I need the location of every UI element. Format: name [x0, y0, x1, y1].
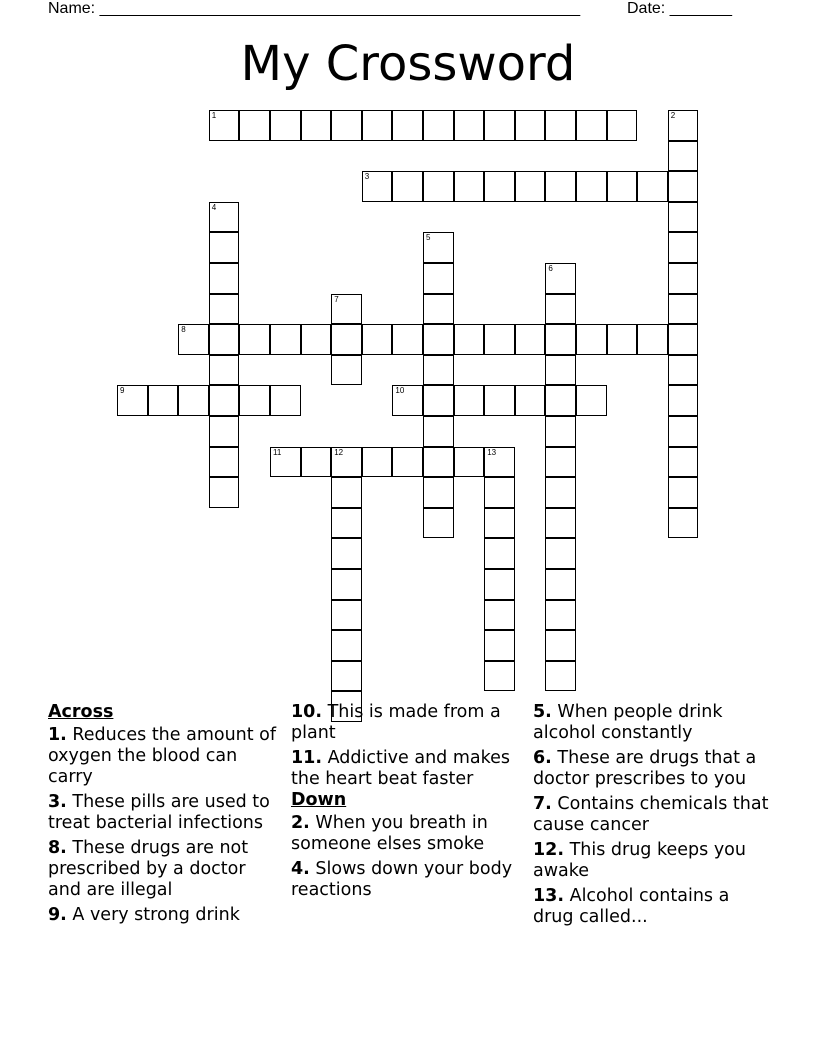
crossword-cell[interactable] [668, 171, 699, 202]
clue-number-label: 7 [334, 294, 339, 304]
clue-number-label: 3 [364, 172, 370, 182]
crossword-cell[interactable] [576, 171, 607, 202]
clue-number-label: 10 [395, 386, 405, 396]
crossword-cell[interactable] [423, 477, 454, 508]
clue-down-4 [291, 859, 531, 901]
crossword-cell[interactable] [484, 600, 515, 631]
crossword-cell[interactable] [668, 141, 699, 172]
clue-number-label: 4 [211, 202, 217, 212]
crossword-cell[interactable] [454, 385, 485, 416]
crossword-cell[interactable] [484, 630, 515, 661]
clue-number-label: 1 [211, 111, 217, 120]
crossword-cell[interactable] [362, 171, 393, 202]
clue-text: Contains chemicals that cause cancer [533, 794, 769, 835]
crossword-cell[interactable] [668, 232, 699, 263]
crossword-cell[interactable] [668, 294, 699, 325]
crossword-cell[interactable] [545, 569, 576, 600]
clue-number-label: 11 [273, 447, 282, 457]
crossword-cell[interactable] [270, 385, 301, 416]
crossword-cell[interactable] [209, 202, 240, 233]
crossword-cell[interactable] [209, 263, 240, 294]
crossword-cell[interactable] [392, 385, 423, 416]
clue-down-12 [533, 840, 773, 882]
crossword-cell[interactable] [668, 110, 699, 141]
crossword-cell[interactable] [423, 171, 454, 202]
crossword-cell[interactable] [515, 324, 546, 355]
clue-across-8 [48, 838, 284, 901]
clue-text: These pills are used to treat bacterial infections [48, 792, 270, 833]
clues-column-2 [291, 702, 531, 905]
crossword-cell[interactable] [148, 385, 179, 416]
crossword-cell[interactable] [331, 447, 362, 478]
crossword-cell[interactable] [362, 324, 393, 355]
clue-number: 13. [533, 886, 565, 906]
crossword-cell[interactable] [454, 447, 485, 478]
crossword-cell[interactable] [545, 477, 576, 508]
crossword-cell[interactable] [607, 171, 638, 202]
crossword-cell[interactable] [331, 630, 362, 661]
crossword-cell[interactable] [668, 263, 699, 294]
crossword-cell[interactable] [484, 508, 515, 539]
across-heading: Across [48, 702, 114, 722]
crossword-cell[interactable] [484, 538, 515, 569]
crossword-cell[interactable] [301, 110, 332, 141]
clue-number-label: 6 [548, 264, 553, 273]
clue-down-13 [533, 886, 773, 928]
crossword-cell[interactable] [545, 600, 576, 631]
crossword-cell[interactable] [668, 202, 699, 233]
clue-number-label: 8 [181, 325, 186, 335]
crossword-cell[interactable] [301, 447, 332, 478]
crossword-cell[interactable] [331, 110, 362, 141]
crossword-cell[interactable] [239, 110, 270, 141]
crossword-cell[interactable] [331, 508, 362, 539]
crossword-cell[interactable] [423, 447, 454, 478]
clues-column-1 [48, 702, 284, 930]
crossword-cell[interactable] [423, 232, 454, 263]
crossword-cell[interactable] [423, 385, 454, 416]
crossword-cell[interactable] [423, 416, 454, 447]
crossword-cell[interactable] [484, 324, 515, 355]
crossword-cell[interactable] [484, 110, 515, 141]
crossword-cell[interactable] [270, 447, 301, 478]
clue-across-1 [48, 725, 284, 788]
crossword-cell[interactable] [270, 324, 301, 355]
clue-number: 11. [291, 748, 323, 768]
crossword-cell[interactable] [209, 416, 240, 447]
clue-number: 12. [533, 840, 565, 860]
clue-across-10 [291, 702, 531, 744]
crossword-cell[interactable] [515, 110, 546, 141]
crossword-cell[interactable] [545, 508, 576, 539]
clue-number: 5. [533, 702, 552, 722]
crossword-cell[interactable] [668, 508, 699, 539]
crossword-cell[interactable] [209, 294, 240, 325]
crossword-cell[interactable] [668, 385, 699, 416]
crossword-cell[interactable] [454, 324, 485, 355]
name-field-label: Name: ______________________________________________________ [48, 0, 581, 17]
crossword-cell[interactable] [331, 538, 362, 569]
clue-text: Addictive and makes the heart beat faster [291, 748, 511, 789]
crossword-cell[interactable] [545, 263, 576, 294]
clue-number: 8. [48, 838, 67, 858]
crossword-cell[interactable] [270, 110, 301, 141]
clue-number-label: 2 [670, 111, 676, 120]
crossword-cell[interactable] [331, 324, 362, 355]
crossword-cell[interactable] [668, 416, 699, 447]
crossword-cell[interactable] [423, 355, 454, 386]
clue-number: 4. [291, 859, 310, 879]
crossword-cell[interactable] [545, 171, 576, 202]
crossword-cell[interactable] [209, 232, 240, 263]
clue-down-2 [291, 813, 531, 855]
crossword-cell[interactable] [454, 110, 485, 141]
crossword-cell[interactable] [576, 385, 607, 416]
crossword-cell[interactable] [484, 661, 515, 692]
crossword-cell[interactable] [239, 324, 270, 355]
clue-number: 9. [48, 905, 67, 925]
crossword-cell[interactable] [392, 171, 423, 202]
clue-text: This drug keeps you awake [533, 840, 746, 881]
crossword-cell[interactable] [545, 538, 576, 569]
clue-text: When you breath in someone elses smoke [291, 813, 488, 854]
crossword-cell[interactable] [637, 171, 668, 202]
crossword-cell[interactable] [668, 355, 699, 386]
crossword-cell[interactable] [607, 110, 638, 141]
crossword-cell[interactable] [209, 477, 240, 508]
crossword-cell[interactable] [178, 324, 209, 355]
crossword-cell[interactable] [545, 110, 576, 141]
crossword-cell[interactable] [484, 447, 515, 478]
crossword-cell[interactable] [607, 324, 638, 355]
crossword-cell[interactable] [178, 385, 209, 416]
clue-across-11 [291, 748, 531, 790]
clue-text: These are drugs that a doctor prescribes to you [533, 748, 757, 789]
clue-text: When people drink alcohol constantly [533, 702, 723, 743]
crossword-cell[interactable] [668, 447, 699, 478]
crossword-cell[interactable] [209, 447, 240, 478]
crossword-cell[interactable] [331, 600, 362, 631]
clue-number-label: 13 [487, 447, 497, 457]
date-field-label: Date: _______ [627, 0, 732, 17]
clue-text: Alcohol contains a drug called... [533, 886, 730, 927]
crossword-cell[interactable] [301, 324, 332, 355]
clue-number: 6. [533, 748, 552, 768]
crossword-cell[interactable] [545, 447, 576, 478]
crossword-cell[interactable] [423, 508, 454, 539]
crossword-cell[interactable] [423, 324, 454, 355]
crossword-cell[interactable] [331, 294, 362, 325]
crossword-cell[interactable] [331, 661, 362, 692]
clue-number-label: 5 [426, 233, 431, 243]
crossword-cell[interactable] [668, 477, 699, 508]
clue-number: 7. [533, 794, 552, 814]
crossword-cell[interactable] [239, 385, 270, 416]
crossword-cell[interactable] [484, 385, 515, 416]
crossword-cell[interactable] [392, 447, 423, 478]
clue-across-3 [48, 792, 284, 834]
clue-down-7 [533, 794, 773, 836]
clue-number-label: 9 [120, 386, 125, 396]
crossword-cell[interactable] [362, 447, 393, 478]
crossword-cell[interactable] [545, 630, 576, 661]
crossword-cell[interactable] [423, 263, 454, 294]
crossword-cell[interactable] [454, 171, 485, 202]
crossword-cell[interactable] [545, 355, 576, 386]
crossword-cell[interactable] [545, 661, 576, 692]
crossword-cell[interactable] [392, 324, 423, 355]
clue-down-5 [533, 702, 773, 744]
clue-number: 3. [48, 792, 67, 812]
crossword-cell[interactable] [423, 110, 454, 141]
crossword-cell[interactable] [484, 477, 515, 508]
clue-text: Reduces the amount of oxygen the blood can carry [48, 725, 277, 787]
crossword-cell[interactable] [637, 324, 668, 355]
clue-number: 2. [291, 813, 310, 833]
clue-down-6 [533, 748, 773, 790]
crossword-cell[interactable] [209, 110, 240, 141]
crossword-cell[interactable] [545, 385, 576, 416]
page-title: My Crossword [240, 36, 576, 92]
clue-text: Slows down your body reactions [291, 859, 513, 900]
crossword-cell[interactable] [545, 416, 576, 447]
crossword-cell[interactable] [484, 569, 515, 600]
crossword-cell[interactable] [423, 294, 454, 325]
clue-text: A very strong drink [72, 905, 240, 925]
crossword-cell[interactable] [392, 110, 423, 141]
crossword-cell[interactable] [209, 355, 240, 386]
crossword-cell[interactable] [484, 171, 515, 202]
crossword-cell[interactable] [515, 171, 546, 202]
crossword-cell[interactable] [515, 385, 546, 416]
crossword-cell[interactable] [331, 355, 362, 386]
crossword-cell[interactable] [331, 569, 362, 600]
clue-number-label: 12 [334, 447, 344, 457]
crossword-cell[interactable] [576, 324, 607, 355]
clue-number: 1. [48, 725, 67, 745]
crossword-cell[interactable] [117, 385, 148, 416]
down-heading: Down [291, 790, 347, 810]
crossword-cell[interactable] [362, 110, 393, 141]
clue-across-9 [48, 905, 284, 926]
clue-number: 10. [291, 702, 323, 722]
crossword-cell[interactable] [331, 477, 362, 508]
crossword-cell[interactable] [545, 294, 576, 325]
crossword-cell[interactable] [668, 324, 699, 355]
clues-column-3 [533, 702, 773, 932]
crossword-cell[interactable] [209, 324, 240, 355]
clue-text: This is made from a plant [291, 702, 501, 743]
crossword-cell[interactable] [209, 385, 240, 416]
crossword-cell[interactable] [576, 110, 607, 141]
clue-text: These drugs are not prescribed by a doctor and are illegal [48, 838, 249, 900]
crossword-cell[interactable] [545, 324, 576, 355]
